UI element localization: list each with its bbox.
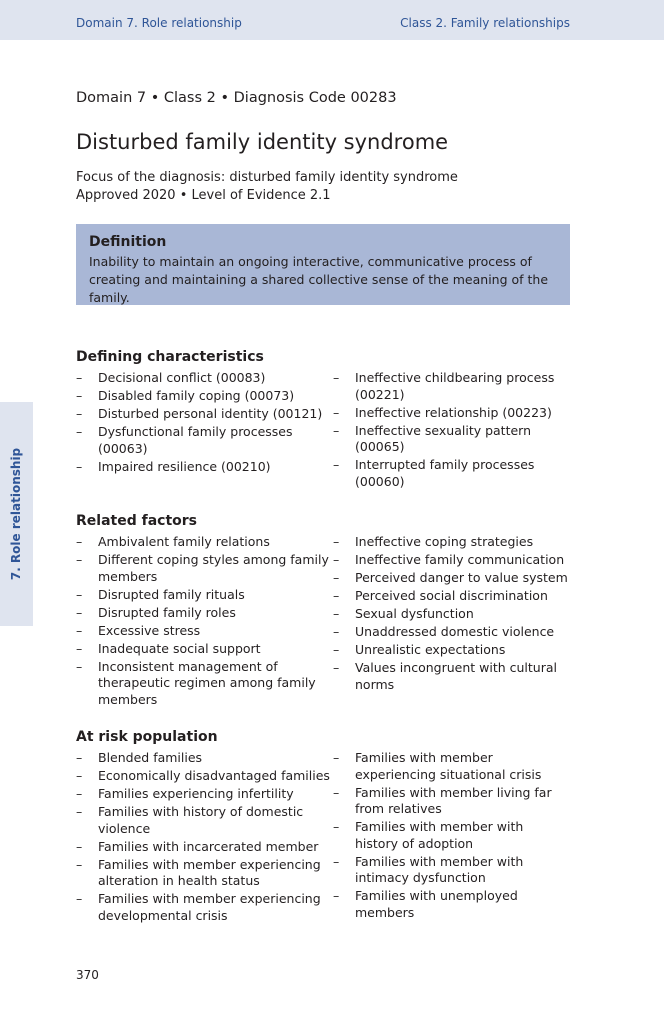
list-item: – Inadequate social support	[76, 641, 333, 658]
list-item: – Inconsistent management of therapeutic regimen among family members	[76, 659, 333, 709]
list-item: – Ineffective sexuality pattern (00065)	[333, 423, 570, 456]
list-item: – Families with history of domestic violence	[76, 804, 333, 837]
list-item: – Unrealistic expectations	[333, 642, 570, 659]
list-item: – Different coping styles among family members	[76, 552, 333, 585]
definition-text: Inability to maintain an ongoing interactive, communicative process of creating and maintaining a shared collective sense of the meaning of the family.	[89, 254, 549, 305]
running-header	[0, 0, 664, 40]
left-column-list	[76, 534, 333, 710]
at-risk-population-section	[76, 729, 570, 926]
list-item: – Values incongruent with cultural norms	[333, 660, 570, 693]
list-item: – Ineffective coping strategies	[333, 534, 570, 551]
definition-heading: Definition	[89, 234, 167, 250]
list-item: – Disrupted family rituals	[76, 587, 333, 604]
list-item: – Ineffective family communication	[333, 552, 570, 569]
list-item: – Families with unemployed members	[333, 888, 570, 921]
right-column-list	[333, 750, 570, 926]
list-item: – Perceived social discrimination	[333, 588, 570, 605]
list-item: – Economically disadvantaged families	[76, 768, 333, 785]
list-item: – Families with member experiencing developmental crisis	[76, 891, 333, 924]
definition-box	[76, 224, 570, 305]
diagnosis-focus: Focus of the diagnosis: disturbed family identity syndrome	[76, 170, 458, 185]
list-item: – Families with member experiencing situational crisis	[333, 750, 570, 783]
diagnosis-code-line: Domain 7 • Class 2 • Diagnosis Code 00283	[76, 90, 397, 106]
list-item: – Families with member experiencing alteration in health status	[76, 857, 333, 890]
list-item: – Unaddressed domestic violence	[333, 624, 570, 641]
left-column-list	[76, 750, 333, 926]
section-heading: At risk population	[76, 729, 218, 745]
header-class: Class 2. Family relationships	[400, 16, 570, 30]
list-item: – Ineffective relationship (00223)	[333, 405, 570, 422]
list-item: – Impaired resilience (00210)	[76, 459, 333, 476]
list-item: – Disrupted family roles	[76, 605, 333, 622]
related-factors-section	[76, 513, 570, 710]
right-column-list	[333, 534, 570, 710]
side-tab	[0, 402, 33, 626]
right-column-list	[333, 370, 570, 492]
list-item: – Blended families	[76, 750, 333, 767]
page-number: 370	[76, 968, 99, 982]
list-item: – Families with member living far from relatives	[333, 785, 570, 818]
list-item: – Dysfunctional family processes (00063)	[76, 424, 333, 457]
list-item: – Disturbed personal identity (00121)	[76, 406, 333, 423]
approval-line: Approved 2020 • Level of Evidence 2.1	[76, 188, 331, 203]
list-item: – Ineffective childbearing process (00221)	[333, 370, 570, 403]
page-title: Disturbed family identity syndrome	[76, 130, 449, 154]
list-item: – Families with member with history of adoption	[333, 819, 570, 852]
list-item: – Excessive stress	[76, 623, 333, 640]
list-item: – Families experiencing infertility	[76, 786, 333, 803]
section-heading: Defining characteristics	[76, 349, 264, 365]
list-item: – Families with member with intimacy dysfunction	[333, 854, 570, 887]
list-item: – Perceived danger to value system	[333, 570, 570, 587]
list-item: – Sexual dysfunction	[333, 606, 570, 623]
section-heading: Related factors	[76, 513, 197, 529]
list-item: – Decisional conflict (00083)	[76, 370, 333, 387]
list-item: – Interrupted family processes (00060)	[333, 457, 570, 490]
side-tab-label: 7. Role relationship	[9, 447, 23, 581]
list-item: – Families with incarcerated member	[76, 839, 333, 856]
left-column-list	[76, 370, 333, 492]
header-domain: Domain 7. Role relationship	[76, 16, 242, 30]
defining-characteristics-section	[76, 349, 570, 492]
list-item: – Ambivalent family relations	[76, 534, 333, 551]
list-item: – Disabled family coping (00073)	[76, 388, 333, 405]
